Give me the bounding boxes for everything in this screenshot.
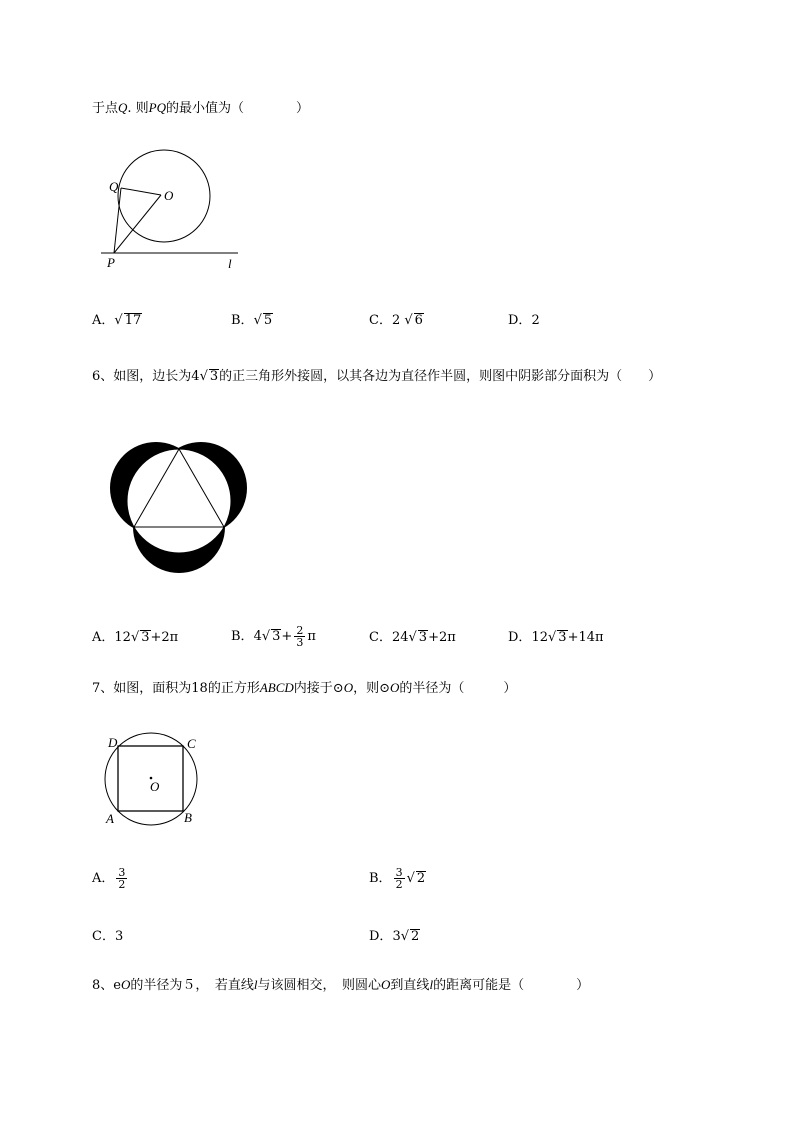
q5-label-p: P — [107, 255, 115, 270]
q5-figure — [95, 140, 245, 275]
q6-side-coef: 4 — [191, 369, 200, 384]
q8-stem-text: 8、 — [92, 978, 114, 993]
q8-stem — [92, 977, 589, 994]
q7-stem-text: 7、如图，面积为18的正方形 — [92, 681, 260, 696]
radicand: 2 — [411, 929, 420, 944]
q7-label-d: D — [108, 735, 118, 750]
q7-option-c[interactable] — [92, 929, 123, 945]
q5-stem — [92, 100, 309, 117]
q8-stem-text-3: 与该圆相交， 则圆心 — [257, 978, 382, 993]
radicand: 3 — [558, 630, 567, 645]
coefficient: 12 — [114, 630, 131, 645]
q6-option-c[interactable]: C．24√ 3+2π — [369, 630, 456, 645]
option-label: B． — [231, 629, 254, 644]
q6-stem: 6、如图，边长为4√ 3的正三角形外接圆，以其各边为直径作半圆，则图中阴影部分面积为（ ） — [92, 369, 662, 384]
option-label: D． — [508, 313, 532, 328]
q7-stem — [92, 680, 516, 697]
option-label: D． — [369, 929, 393, 944]
radicand: 5 — [263, 313, 273, 328]
option-value: 3 — [114, 929, 124, 944]
q7-option-a[interactable] — [92, 864, 129, 894]
denominator: 2 — [395, 878, 403, 891]
q5-segment-po — [114, 195, 161, 253]
option-label: B． — [231, 313, 254, 328]
radicand: 3 — [141, 630, 150, 645]
option-label: A． — [92, 630, 115, 645]
q5-option-b[interactable]: B．√ 5 — [231, 313, 273, 328]
option-label: C． — [369, 630, 392, 645]
q6-stem-text: 6、如图，边长为 — [92, 369, 192, 384]
option-label: A． — [92, 313, 115, 328]
option-label: C． — [369, 313, 392, 328]
coefficient: 2 — [391, 313, 401, 328]
denominator: 3 — [296, 636, 304, 649]
q6-option-b[interactable]: B．4√ 3+ $\frac{2}{3}$ π — [231, 624, 316, 649]
q7-square-name: ABCD — [259, 680, 294, 695]
radicand: 3 — [272, 629, 281, 644]
option-tail: +2π — [428, 630, 456, 645]
q7-label-c: C — [187, 736, 196, 751]
q7-stem-text-4: 的半径为（ ） — [399, 681, 517, 696]
q7-label-b: B — [184, 810, 192, 825]
q7-option-b[interactable]: B． $\frac{3}{2}$ √ 2 — [369, 866, 426, 891]
q6-option-d[interactable]: D．12√ 3+14π — [508, 630, 604, 645]
q8-circle-symbol: e — [113, 978, 121, 993]
radicand: 17 — [124, 313, 142, 328]
option-label: C． — [92, 929, 115, 944]
option-label: D． — [508, 630, 532, 645]
denominator: 2 — [118, 878, 126, 891]
coefficient: 24 — [391, 630, 409, 645]
q8-line-name-2: l — [429, 977, 434, 992]
option-label: A． — [92, 871, 115, 886]
q5-label-o: O — [164, 188, 174, 203]
q5-point-q: Q — [118, 100, 128, 115]
q7-circle-name: O — [343, 680, 354, 695]
option-tail: π — [307, 629, 316, 644]
q6-side-radicand: 3 — [209, 369, 219, 384]
plus-sign: + — [281, 629, 293, 644]
coefficient: 4 — [253, 629, 262, 644]
q5-stem-text-2: . 则 — [127, 101, 149, 116]
q5-segment-pq-line — [114, 188, 121, 253]
radicand: 2 — [416, 871, 426, 886]
fraction — [394, 867, 405, 890]
coefficient: 3 — [392, 929, 401, 944]
fraction — [116, 867, 127, 890]
option-tail: +2π — [150, 630, 179, 645]
q5-label-q: Q — [109, 179, 119, 194]
q5-segment-pq: PQ — [148, 100, 167, 115]
q7-circle-name-2: O — [389, 680, 400, 695]
fraction — [294, 625, 305, 648]
q8-stem-text-5: 的距离可能是（ ） — [433, 978, 590, 993]
q6-figure — [105, 435, 255, 587]
q5-stem-text-3: 的最小值为（ ） — [166, 101, 310, 116]
radicand: 6 — [414, 313, 423, 328]
q6-circumcircle — [127, 449, 231, 553]
option-value: 2 — [531, 313, 540, 328]
radicand: 3 — [418, 630, 428, 645]
q5-option-d[interactable] — [508, 313, 540, 329]
q6-option-a[interactable]: A．12√ 3+2π — [92, 630, 179, 645]
option-label: B． — [369, 871, 392, 886]
q7-option-d[interactable]: D．3√ 2 — [369, 929, 420, 944]
q8-stem-text-2: 的半径为５， 若直线 — [130, 978, 254, 993]
q5-stem-text: 于点 — [92, 101, 119, 116]
q8-circle-name: O — [120, 977, 131, 992]
q8-line-name: l — [253, 977, 258, 992]
q8-stem-text-4: 到直线 — [390, 978, 430, 993]
q7-label-a: A — [106, 811, 114, 826]
q7-stem-text-2: 内接于⊙ — [293, 681, 344, 696]
numerator: 3 — [395, 866, 403, 879]
coefficient: 12 — [531, 630, 548, 645]
q7-label-o: O — [150, 779, 160, 794]
q6-stem-text-2: 的正三角形外接圆，以其各边为直径作半圆，则图中阴影部分面积为（ ） — [219, 369, 662, 384]
numerator: 2 — [296, 624, 304, 637]
q7-stem-text-3: ，则⊙ — [353, 681, 390, 696]
q5-label-l: l — [228, 256, 232, 271]
q7-figure — [100, 733, 210, 833]
q5-option-a[interactable]: A．√ 17 — [92, 313, 142, 328]
q5-option-c[interactable]: C．2 √ 6 — [369, 313, 423, 328]
q5-segment-qo — [121, 188, 161, 195]
option-tail: +14π — [567, 630, 604, 645]
numerator: 3 — [118, 866, 126, 879]
q8-center-name: O — [381, 977, 391, 992]
